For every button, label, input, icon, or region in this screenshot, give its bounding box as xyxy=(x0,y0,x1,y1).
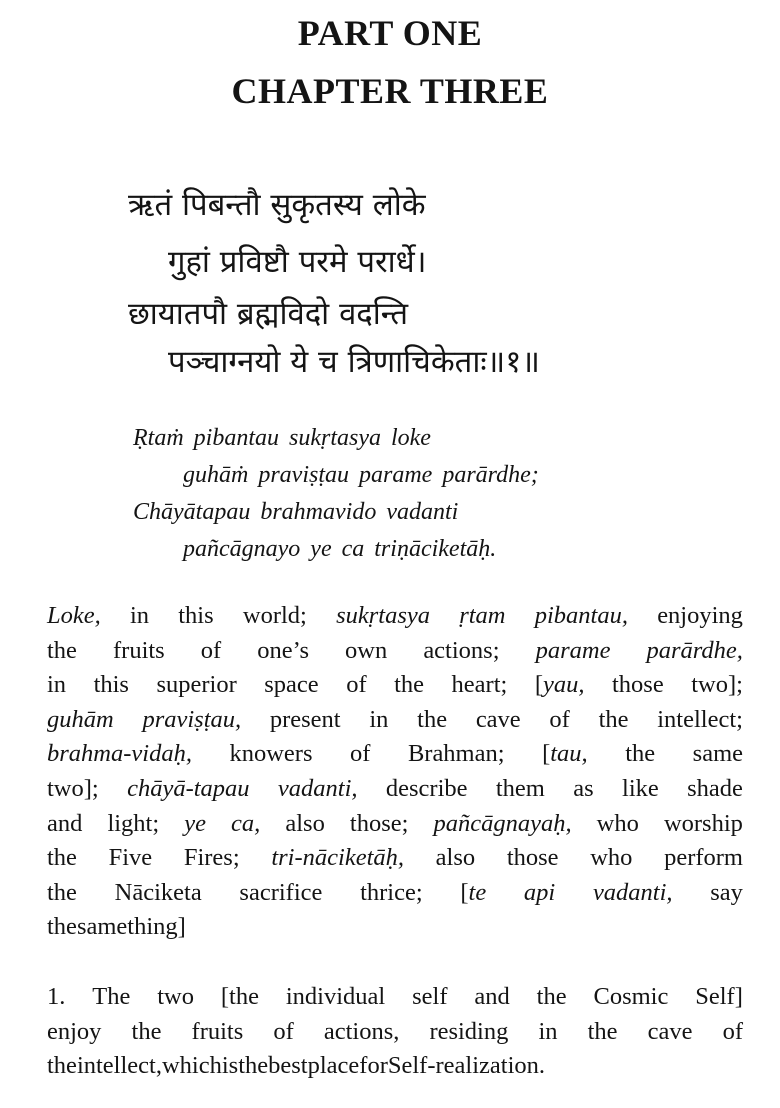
footnote-line xyxy=(47,1052,743,1086)
text-fragment: present xyxy=(269,705,341,733)
verse-transliteration-line: Ṛtaṁ pibantau sukṛtasya loke xyxy=(133,425,431,451)
text-fragment: in xyxy=(47,671,67,699)
text-fragment: the xyxy=(238,1052,269,1080)
commentary-line xyxy=(47,913,743,947)
text-fragment: the xyxy=(47,636,77,664)
text-fragment: in xyxy=(538,1017,558,1045)
text-fragment: actions; xyxy=(423,636,500,664)
sanskrit-term: parame xyxy=(535,636,611,664)
text-fragment: Self-realization. xyxy=(387,1052,546,1080)
text-fragment: of xyxy=(549,705,570,733)
text-fragment: the xyxy=(47,913,77,941)
sanskrit-term: te xyxy=(468,878,487,906)
text-fragment xyxy=(535,671,585,705)
verse-transliteration-line: guhāṁ praviṣṭau parame parārdhe; xyxy=(183,462,539,488)
text-fragment: one’s xyxy=(257,636,309,664)
sanskrit-term: vadanti, xyxy=(277,775,358,802)
text-fragment: actions, xyxy=(323,1017,400,1045)
commentary-line xyxy=(47,844,743,878)
text-fragment: thing] xyxy=(127,913,186,941)
text-fragment: own xyxy=(345,636,388,664)
text-fragment: the xyxy=(536,983,567,1010)
text-fragment: the xyxy=(47,844,77,872)
text-fragment: which xyxy=(161,1052,222,1080)
text-fragment: enjoy xyxy=(47,1017,102,1045)
sanskrit-term: pañcāgnayaḥ, xyxy=(433,809,572,837)
text-fragment: [ xyxy=(534,671,543,699)
text-fragment: the xyxy=(598,705,629,733)
text-fragment: those xyxy=(612,671,664,699)
text-fragment: cave xyxy=(475,705,521,733)
text-fragment: the xyxy=(131,1017,162,1045)
text-fragment: of xyxy=(346,671,367,699)
text-fragment: sacrifice xyxy=(239,878,323,906)
text-fragment: the xyxy=(47,1052,77,1080)
sanskrit-term: api xyxy=(523,878,556,906)
sanskrit-term: Loke, xyxy=(47,602,101,629)
text-fragment: enjoying xyxy=(657,602,743,629)
text-fragment: is xyxy=(221,1052,239,1080)
text-fragment: [ xyxy=(460,878,469,906)
text-fragment: in xyxy=(369,705,389,733)
text-fragment: cave xyxy=(647,1017,693,1045)
text-fragment xyxy=(460,879,486,913)
text-fragment: 1. xyxy=(47,983,66,1010)
sanskrit-term: pibantau, xyxy=(534,602,628,629)
text-fragment: space xyxy=(264,671,319,699)
commentary-line xyxy=(47,602,743,636)
text-fragment: best xyxy=(268,1052,308,1080)
sanskrit-term: brahma-vidaḥ, xyxy=(47,740,192,768)
text-fragment: as xyxy=(573,775,594,802)
text-fragment: like xyxy=(622,775,659,802)
sanskrit-term: guhām xyxy=(47,705,114,733)
commentary-line xyxy=(47,740,743,774)
chapter-heading: CHAPTER THREE xyxy=(231,71,549,111)
sanskrit-term: ṛtam xyxy=(459,602,506,629)
text-fragment: same xyxy=(692,740,743,768)
text-fragment: this xyxy=(178,602,214,629)
sanskrit-term: praviṣṭau, xyxy=(142,705,242,733)
text-fragment: two]; xyxy=(691,671,743,699)
sanskrit-term: tri-nāciketāḥ, xyxy=(271,844,404,872)
text-fragment: the xyxy=(417,705,448,733)
text-fragment: those; xyxy=(349,809,409,837)
text-fragment: The xyxy=(92,983,131,1010)
verse-devanagari-line: ऋतं पिबन्तौ सुकृतस्य लोके xyxy=(128,187,426,223)
text-fragment: Self] xyxy=(695,983,743,1010)
footnote-line xyxy=(47,1018,743,1052)
text-fragment: for xyxy=(359,1052,388,1080)
text-fragment: residing xyxy=(429,1017,509,1045)
commentary-line xyxy=(47,810,743,844)
commentary-line xyxy=(47,706,743,740)
commentary-line xyxy=(47,637,743,671)
text-fragment: place xyxy=(307,1052,360,1080)
sanskrit-term: ca, xyxy=(231,809,261,837)
text-fragment: Nāciketa xyxy=(114,878,202,906)
sanskrit-term: sukṛtasya xyxy=(336,602,430,629)
text-fragment: superior xyxy=(156,671,237,699)
text-fragment: the xyxy=(394,671,425,699)
text-fragment: shade xyxy=(687,775,743,802)
sanskrit-term: tau, xyxy=(550,740,588,768)
text-fragment: Fires; xyxy=(183,844,240,872)
text-fragment: world; xyxy=(242,602,307,629)
text-fragment: also xyxy=(285,809,325,837)
text-fragment: of xyxy=(200,636,222,664)
text-fragment: light; xyxy=(107,809,160,837)
text-fragment: those xyxy=(506,844,559,872)
text-fragment: say xyxy=(710,878,743,906)
text-fragment: knowers xyxy=(229,740,313,768)
text-fragment: two]; xyxy=(47,775,99,802)
text-fragment: Cosmic xyxy=(593,983,669,1010)
text-fragment: perform xyxy=(664,844,743,872)
text-fragment: them xyxy=(495,775,545,802)
verse-devanagari-line: पञ्चाग्नयो ये च त्रिणाचिकेताः॥१॥ xyxy=(168,344,540,380)
text-fragment: self xyxy=(412,983,448,1010)
text-fragment: intellect; xyxy=(657,705,743,733)
footnote-line xyxy=(47,983,743,1017)
text-fragment: fruits xyxy=(113,636,165,664)
text-fragment: and xyxy=(47,809,83,837)
text-fragment: the xyxy=(625,740,656,768)
sanskrit-term: ye xyxy=(184,809,206,837)
commentary-line xyxy=(47,879,743,913)
verse-transliteration-line: Chāyātapau brahmavido vadanti xyxy=(133,499,459,525)
text-fragment: of xyxy=(350,740,371,768)
text-fragment: fruits xyxy=(191,1017,244,1045)
text-fragment: individual xyxy=(285,983,386,1010)
text-fragment: of xyxy=(273,1017,294,1045)
sanskrit-term: yau, xyxy=(543,671,585,699)
text-fragment: of xyxy=(722,1017,743,1045)
text-fragment: same xyxy=(76,913,128,941)
text-fragment: this xyxy=(93,671,129,699)
text-fragment: who xyxy=(596,809,639,837)
part-heading: PART ONE xyxy=(297,13,483,53)
text-fragment: two xyxy=(157,983,194,1010)
text-fragment: intellect, xyxy=(76,1052,162,1080)
sanskrit-term: chāyā-tapau xyxy=(127,775,250,802)
text-fragment: thrice; xyxy=(360,878,423,906)
text-fragment: the xyxy=(587,1017,618,1045)
text-fragment: [the xyxy=(220,983,259,1010)
verse-devanagari-line: छायातपौ ब्रह्मविदो वदन्ति xyxy=(128,296,409,332)
text-fragment: [ xyxy=(542,740,551,768)
text-fragment xyxy=(542,740,588,774)
text-fragment: the xyxy=(47,878,77,906)
text-fragment: worship xyxy=(663,809,743,837)
text-fragment: Brahman; xyxy=(407,740,505,768)
text-fragment: heart; xyxy=(451,671,508,699)
commentary-line xyxy=(47,775,743,809)
sanskrit-term: parārdhe, xyxy=(646,636,743,664)
text-fragment: also xyxy=(435,844,476,872)
text-fragment: Five xyxy=(108,844,153,872)
text-fragment: in xyxy=(129,602,150,629)
text-fragment: who xyxy=(590,844,633,872)
sanskrit-term: vadanti, xyxy=(592,878,673,906)
commentary-line xyxy=(47,671,743,705)
verse-transliteration-line: pañcāgnayo ye ca triṇāciketāḥ. xyxy=(183,536,497,562)
text-fragment: and xyxy=(474,983,510,1010)
text-fragment: describe xyxy=(385,775,468,802)
verse-devanagari-line: गुहां प्रविष्टौ परमे परार्धे। xyxy=(168,244,427,280)
